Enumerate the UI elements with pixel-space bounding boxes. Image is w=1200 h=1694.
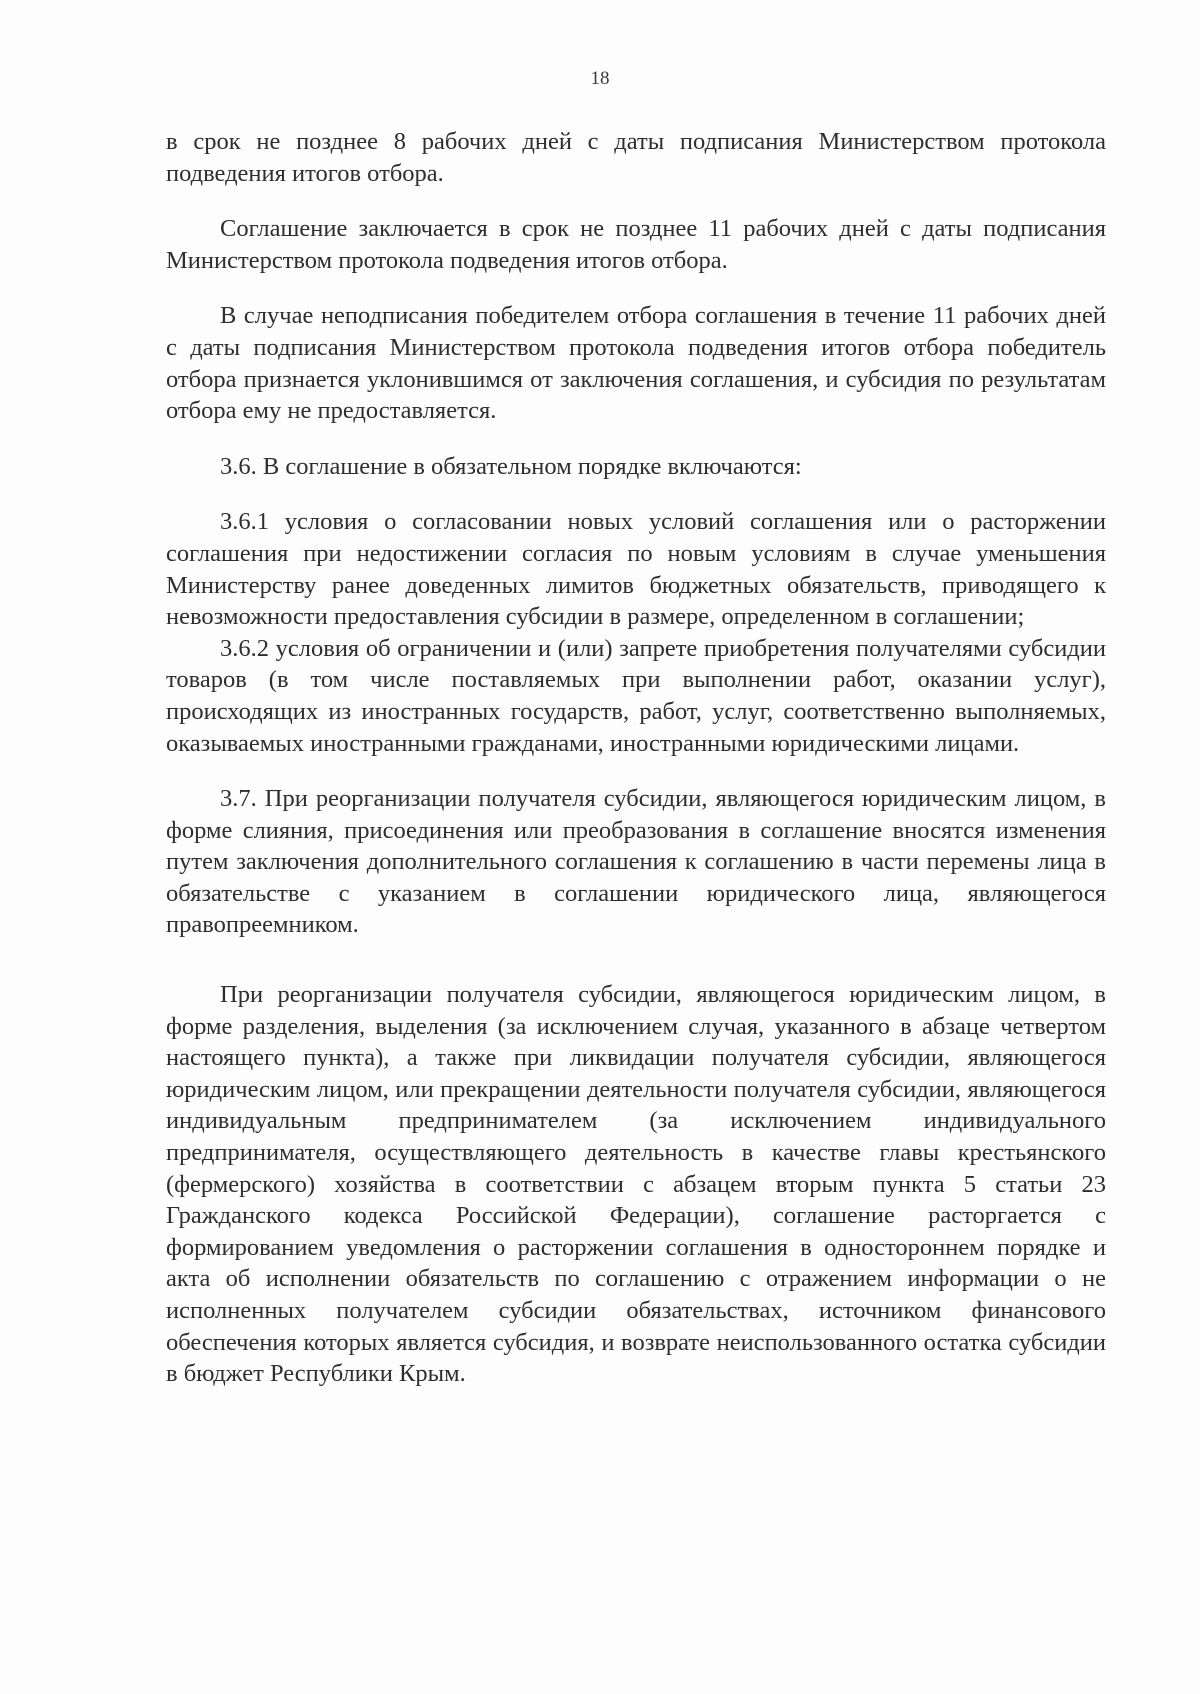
paragraph-3-6: 3.6. В соглашение в обязательном порядке включаются: bbox=[220, 452, 802, 480]
paragraph-3-6-2: 3.6.2 условия об ограничении и (или) запрете приобретения получателями субсидии товаров (в том числе поставляемых при выполнении работ, оказании услуг), происходящих из иностранных государств, работ, услуг, соответственно выполняемых, оказываемых иностранными гражданами, иностранными юридическими лицами. bbox=[166, 634, 1106, 757]
paragraph-agreement-term: Соглашение заключается в срок не позднее 11 рабочих дней с даты подписания Министерством протокола подведения итогов отбора. bbox=[166, 215, 1106, 274]
paragraph-continuation: в срок не позднее 8 рабочих дней с даты подписания Министерством протокола подведения итогов отбора. bbox=[166, 128, 1106, 187]
paragraph-reorganization: При реорганизации получателя субсидии, являющегося юридическим лицом, в форме разделения, выделения (за исключением случая, указанного в абзаце четвертом настоящего пункта), а также при ликвидации получателя субсидии, являющегося юридическим лицом, или прекращении деятельности получателя субсидии, являющегося индивидуальным предпринимателем (за исключением индивидуального предпринимателя, осуществляющего деятельность в качестве главы крестьянского (фермерского) хозяйства в соответствии с абзацем вторым пункта 5 статьи 23 Гражданского кодекса Российской Федерации), соглашение расторгается с формированием уведомления о расторжении соглашения в одностороннем порядке и акта об исполнении обязательств по соглашению с отражением информации о не исполненных получателем субсидии обязательствах, источником финансового обеспечения которых является субсидия, и возврате неиспользованного остатка субсидии в бюджет Республики Крым. bbox=[166, 981, 1106, 1388]
document-body bbox=[166, 126, 1106, 1390]
paragraph-non-signing: В случае неподписания победителем отбора соглашения в течение 11 рабочих дней с даты подписания Министерством протокола подведения итогов отбора победитель отбора признается уклонившимся от заключения соглашения, и субсидия по результатам отбора ему не предоставляется. bbox=[166, 302, 1106, 425]
paragraph-3-7: 3.7. При реорганизации получателя субсидии, являющегося юридическим лицом, в форме слияния, присоединения или преобразования в соглашение вносятся изменения путем заключения дополнительного соглашения к соглашению в части перемены лица в обязательстве с указанием в соглашении юридического лица, являющегося правопреемником. bbox=[166, 785, 1106, 939]
paragraph-3-6-1: 3.6.1 условия о согласовании новых условий соглашения или о расторжении соглашения при недостижении согласия по новым условиям в случае уменьшения Министерству ранее доведенных лимитов бюджетных обязательств, приводящего к невозможности предоставления субсидии в размере, определенном в соглашении; bbox=[166, 508, 1106, 631]
page-number: 18 bbox=[590, 68, 610, 89]
